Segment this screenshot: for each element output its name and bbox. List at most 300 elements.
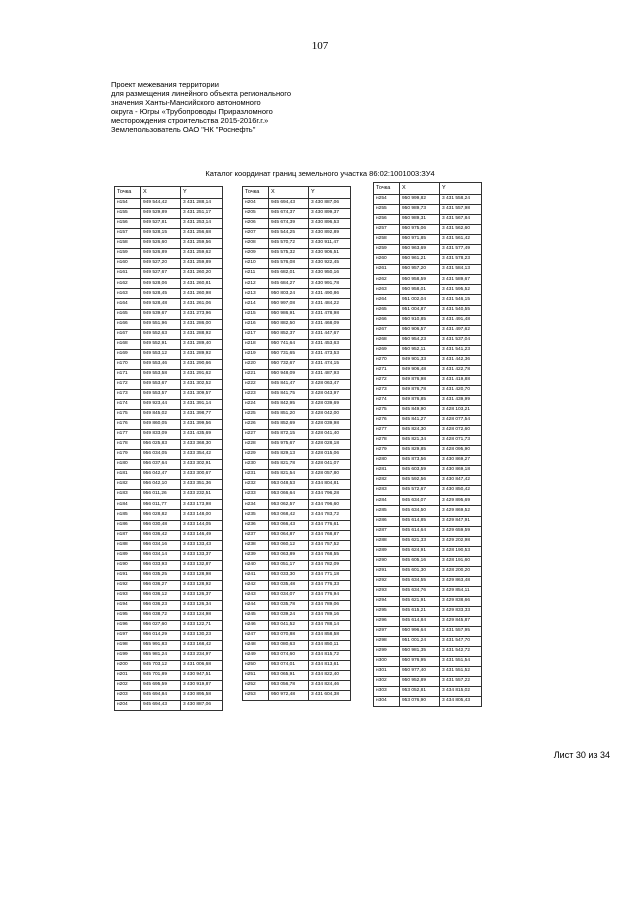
project-info-line: округа - Югры «Трубопроводы Приразломного [111,107,273,116]
x-coordinate-cell: 953 060,12 [269,540,309,550]
y-coordinate-cell: 3 431 542,72 [440,647,482,657]
y-coordinate-cell: 3 433 173,98 [181,500,223,510]
x-coordinate-cell: 945 634,07 [400,496,440,506]
y-coordinate-cell: 3 434 776,94 [309,590,351,600]
table-row [115,550,223,560]
x-coordinate-cell: 945 615,21 [400,606,440,616]
table-row [243,249,351,259]
table-row [374,556,482,566]
point-id-cell: н172 [115,379,141,389]
y-coordinate-cell: 3 431 251,17 [181,209,223,219]
y-coordinate-cell: 3 428 028,18 [309,440,351,450]
point-id-cell: н218 [243,339,269,349]
x-coordinate-cell: 945 614,64 [400,526,440,536]
x-coordinate-cell: 953 080,63 [269,641,309,651]
x-coordinate-cell: 945 873,56 [400,456,440,466]
y-coordinate-cell: 3 430 911,47 [309,239,351,249]
point-id-cell: н268 [374,335,400,345]
point-id-cell: н280 [374,456,400,466]
x-coordinate-cell: 955 981,24 [141,651,181,661]
table-row [115,430,223,440]
x-coordinate-cell: 945 634,76 [400,586,440,596]
table-row [115,399,223,409]
y-coordinate-cell: 3 431 253,14 [181,219,223,229]
point-id-cell: н250 [243,661,269,671]
point-id-cell: н304 [374,697,400,707]
y-coordinate-cell: 3 431 557,98 [440,205,482,215]
x-coordinate-cell: 956 025,83 [141,440,181,450]
y-coordinate-cell: 3 429 863,48 [440,576,482,586]
table-row [115,319,223,329]
table-row [374,516,482,526]
x-coordinate-cell: 945 701,89 [141,671,181,681]
y-coordinate-cell: 3 434 776,61 [309,520,351,530]
point-id-cell: н226 [243,420,269,430]
point-id-cell: н219 [243,349,269,359]
point-id-cell: н262 [374,275,400,285]
point-id-cell: н182 [115,480,141,490]
y-coordinate-cell: 3 433 168,42 [181,641,223,651]
point-id-cell: н175 [115,409,141,419]
point-id-cell: н295 [374,606,400,616]
point-id-cell: н287 [374,526,400,536]
table-row [374,446,482,456]
x-coordinate-cell: 949 553,67 [141,379,181,389]
point-id-cell: н277 [374,426,400,436]
x-coordinate-cell: 945 605,16 [400,556,440,566]
point-id-cell: н190 [115,560,141,570]
y-coordinate-cell: 3 431 484,22 [309,299,351,309]
point-id-cell: н278 [374,436,400,446]
point-id-cell: н207 [243,229,269,239]
table-row [374,667,482,677]
x-coordinate-cell: 953 033,30 [269,570,309,580]
table-row [243,440,351,450]
table-row [243,299,351,309]
table-row [374,335,482,345]
x-coordinate-cell: 945 872,15 [269,430,309,440]
y-coordinate-cell: 3 428 041,40 [309,430,351,440]
point-id-cell: н183 [115,490,141,500]
x-coordinate-cell: 945 572,67 [400,486,440,496]
y-coordinate-cell: 3 433 126,34 [181,600,223,610]
y-coordinate-cell: 3 431 468,09 [309,319,351,329]
y-coordinate-cell: 3 428 063,47 [309,379,351,389]
point-id-cell: н260 [374,255,400,265]
y-coordinate-cell: 3 428 077,54 [440,416,482,426]
project-info-line: значения Ханты-Мансийского автономного [111,98,261,107]
table-row [243,389,351,399]
table-row [374,235,482,245]
point-id-cell: н222 [243,379,269,389]
y-coordinate-cell: 3 431 541,23 [440,345,482,355]
point-id-cell: н258 [374,235,400,245]
table-row [243,309,351,319]
table-row [374,456,482,466]
point-id-cell: н181 [115,470,141,480]
x-coordinate-cell: 956 028,82 [141,510,181,520]
x-coordinate-cell: 956 038,72 [141,610,181,620]
point-id-cell: н279 [374,446,400,456]
x-coordinate-cell: 950 961,21 [400,255,440,265]
y-coordinate-cell: 3 434 789,16 [309,610,351,620]
x-coordinate-cell: 945 614,85 [400,516,440,526]
x-coordinate-cell: 953 056,78 [269,681,309,691]
y-coordinate-cell: 3 431 561,42 [440,235,482,245]
y-coordinate-cell: 3 431 260,20 [181,269,223,279]
y-coordinate-cell: 3 431 290,66 [181,359,223,369]
point-id-cell: н225 [243,409,269,419]
x-coordinate-cell: 945 841,47 [269,379,309,389]
x-coordinate-cell: 945 694,84 [141,691,181,701]
y-coordinate-cell: 3 433 128,92 [181,580,223,590]
point-id-cell: н227 [243,430,269,440]
point-id-cell: н186 [115,520,141,530]
table-row [243,470,351,480]
x-coordinate-cell: 953 074,01 [269,661,309,671]
column-header-y: Y [440,183,482,195]
y-coordinate-cell: 3 433 300,67 [181,470,223,480]
table-row [243,691,351,701]
x-coordinate-cell: 949 553,57 [141,389,181,399]
x-coordinate-cell: 949 551,96 [141,319,181,329]
point-id-cell: н286 [374,516,400,526]
x-coordinate-cell: 945 684,27 [269,279,309,289]
x-coordinate-cell: 945 849,90 [400,405,440,415]
y-coordinate-cell: 3 433 351,36 [181,480,223,490]
x-coordinate-cell: 945 674,39 [269,219,309,229]
point-id-cell: н243 [243,590,269,600]
table-row [243,399,351,409]
table-row [115,359,223,369]
x-coordinate-cell: 956 034,16 [141,540,181,550]
point-id-cell: н180 [115,460,141,470]
y-coordinate-cell: 3 430 991,78 [309,279,351,289]
x-coordinate-cell: 950 977,40 [400,667,440,677]
point-id-cell: н160 [115,259,141,269]
point-id-cell: н275 [374,405,400,415]
point-id-cell: н281 [374,466,400,476]
y-coordinate-cell: 3 431 537,04 [440,335,482,345]
point-id-cell: н176 [115,420,141,430]
table-row [115,259,223,269]
table-row [115,309,223,319]
y-coordinate-cell: 3 431 567,84 [440,215,482,225]
x-coordinate-cell: 945 695,59 [141,681,181,691]
project-info-line: для размещения линейного объекта регионального [111,89,291,98]
point-id-cell: н173 [115,389,141,399]
point-id-cell: н188 [115,540,141,550]
table-row [115,590,223,600]
x-coordinate-cell: 951 001,24 [400,637,440,647]
point-id-cell: н291 [374,566,400,576]
x-coordinate-cell: 945 842,95 [269,399,309,409]
y-coordinate-cell: 3 434 782,09 [309,560,351,570]
x-coordinate-cell: 956 014,29 [141,631,181,641]
x-coordinate-cell: 949 923,44 [141,399,181,409]
point-id-cell: н240 [243,560,269,570]
y-coordinate-cell: 3 431 562,60 [440,225,482,235]
y-coordinate-cell: 3 433 354,42 [181,450,223,460]
y-coordinate-cell: 3 428 039,69 [309,399,351,409]
table-row [374,687,482,697]
x-coordinate-cell: 956 011,26 [141,490,181,500]
table-row [374,506,482,516]
table-row [115,289,223,299]
column-header-point: Точка [374,183,400,195]
table-row [115,279,223,289]
table-row [115,570,223,580]
table-row [374,436,482,446]
y-coordinate-cell: 3 431 260,81 [181,279,223,289]
table-row [374,486,482,496]
table-row [374,596,482,606]
table-row [374,526,482,536]
y-coordinate-cell: 3 429 845,87 [440,616,482,626]
table-row [243,620,351,630]
table-row [374,305,482,315]
point-id-cell: н244 [243,600,269,610]
table-row [115,269,223,279]
table-row [243,671,351,681]
x-coordinate-cell: 945 841,27 [400,416,440,426]
y-coordinate-cell: 3 434 757,52 [309,540,351,550]
table-row [115,420,223,430]
point-id-cell: н215 [243,309,269,319]
table-row [243,269,351,279]
table-row [243,490,351,500]
y-coordinate-cell: 3 433 234,97 [181,651,223,661]
x-coordinate-cell: 953 070,88 [269,631,309,641]
y-coordinate-cell: 3 433 148,00 [181,510,223,520]
point-id-cell: н266 [374,315,400,325]
table-row [374,265,482,275]
point-id-cell: н189 [115,550,141,560]
y-coordinate-cell: 3 434 805,43 [440,697,482,707]
y-coordinate-cell: 3 433 368,30 [181,440,223,450]
x-coordinate-cell: 950 954,23 [400,335,440,345]
y-coordinate-cell: 3 431 289,92 [181,349,223,359]
table-row [374,536,482,546]
table-row [115,450,223,460]
table-row [115,389,223,399]
x-coordinate-cell: 956 042,47 [141,470,181,480]
table-row [115,520,223,530]
y-coordinate-cell: 3 430 899,37 [309,209,351,219]
x-coordinate-cell: 950 732,67 [269,359,309,369]
column-header-x: X [141,187,181,199]
point-id-cell: н290 [374,556,400,566]
table-row [243,610,351,620]
y-coordinate-cell: 3 431 547,70 [440,637,482,647]
table-row [115,631,223,641]
table-row [243,359,351,369]
x-coordinate-cell: 953 064,87 [269,530,309,540]
table-row [243,540,351,550]
table-row [115,661,223,671]
x-coordinate-cell: 949 544,42 [141,199,181,209]
table-row [374,225,482,235]
point-id-cell: н293 [374,586,400,596]
x-coordinate-cell: 953 048,53 [269,480,309,490]
y-coordinate-cell: 3 433 132,87 [181,560,223,570]
point-id-cell: н276 [374,416,400,426]
x-coordinate-cell: 956 037,64 [141,460,181,470]
point-id-cell: н156 [115,219,141,229]
point-id-cell: н235 [243,510,269,520]
point-id-cell: н300 [374,657,400,667]
point-id-cell: н209 [243,249,269,259]
point-id-cell: н178 [115,440,141,450]
point-id-cell: н230 [243,460,269,470]
sheet-label: Лист 30 из 34 [553,750,610,760]
point-id-cell: н272 [374,375,400,385]
x-coordinate-cell: 950 997,08 [269,299,309,309]
x-coordinate-cell: 949 553,58 [141,369,181,379]
point-id-cell: н205 [243,209,269,219]
x-coordinate-cell: 950 952,89 [400,677,440,687]
point-id-cell: н201 [115,671,141,681]
x-coordinate-cell: 956 035,25 [141,570,181,580]
y-coordinate-cell: 3 431 260,98 [181,289,223,299]
point-id-cell: н157 [115,229,141,239]
point-id-cell: н199 [115,651,141,661]
y-coordinate-cell: 3 434 858,58 [309,631,351,641]
table-row [115,369,223,379]
x-coordinate-cell: 950 986,91 [269,309,309,319]
y-coordinate-cell: 3 430 887,06 [309,199,351,209]
x-coordinate-cell: 950 999,82 [400,195,440,205]
x-coordinate-cell: 950 906,57 [400,325,440,335]
point-id-cell: н298 [374,637,400,647]
point-id-cell: н297 [374,627,400,637]
column-header-point: Точка [243,187,269,199]
project-info-line: Землепользователь ОАО "НК "Роснефть" [111,125,256,134]
x-coordinate-cell: 951 002,04 [400,295,440,305]
table-row [115,329,223,339]
y-coordinate-cell: 3 431 291,62 [181,369,223,379]
y-coordinate-cell: 3 433 302,91 [181,460,223,470]
x-coordinate-cell: 945 575,32 [269,249,309,259]
table-row [243,329,351,339]
y-coordinate-cell: 3 433 128,98 [181,570,223,580]
point-id-cell: н273 [374,385,400,395]
table-row [374,285,482,295]
table-row [243,229,351,239]
point-id-cell: н221 [243,369,269,379]
x-coordinate-cell: 956 030,48 [141,520,181,530]
table-row [243,450,351,460]
point-id-cell: н249 [243,651,269,661]
table-row [115,339,223,349]
point-id-cell: н242 [243,580,269,590]
table-row [243,460,351,470]
x-coordinate-cell: 950 975,06 [400,225,440,235]
x-coordinate-cell: 956 034,14 [141,550,181,560]
x-coordinate-cell: 956 036,42 [141,530,181,540]
table-row [115,219,223,229]
x-coordinate-cell: 949 527,81 [141,219,181,229]
table-row [374,606,482,616]
point-id-cell: н179 [115,450,141,460]
table-row [243,430,351,440]
point-id-cell: н254 [374,195,400,205]
point-id-cell: н267 [374,325,400,335]
point-id-cell: н170 [115,359,141,369]
x-coordinate-cell: 945 674,37 [269,209,309,219]
table-row [374,215,482,225]
column-header-x: X [269,187,309,199]
point-id-cell: н229 [243,450,269,460]
table-row [115,249,223,259]
point-id-cell: н206 [243,219,269,229]
table-row [243,681,351,691]
y-coordinate-cell: 3 431 595,52 [440,285,482,295]
y-coordinate-cell: 3 431 473,53 [309,349,351,359]
project-info-line: месторождения строительства 2015-2016г.г.» [111,116,269,125]
y-coordinate-cell: 3 433 232,51 [181,490,223,500]
y-coordinate-cell: 3 430 919,87 [181,681,223,691]
table-header-row [115,187,223,199]
table-row [115,239,223,249]
x-coordinate-cell: 950 958,59 [400,275,440,285]
point-id-cell: н301 [374,667,400,677]
table-row [243,259,351,269]
point-id-cell: н168 [115,339,141,349]
table-row [374,405,482,415]
y-coordinate-cell: 3 434 815,72 [309,651,351,661]
y-coordinate-cell: 3 431 399,56 [181,420,223,430]
point-id-cell: н174 [115,399,141,409]
y-coordinate-cell: 3 433 126,37 [181,590,223,600]
table-row [115,199,223,209]
point-id-cell: н213 [243,289,269,299]
y-coordinate-cell: 3 431 259,56 [181,239,223,249]
point-id-cell: н202 [115,681,141,691]
y-coordinate-cell: 3 428 015,06 [309,450,351,460]
y-coordinate-cell: 3 431 302,52 [181,379,223,389]
point-id-cell: н265 [374,305,400,315]
y-coordinate-cell: 3 430 906,51 [309,249,351,259]
table-row [374,627,482,637]
point-id-cell: н200 [115,661,141,671]
table-row [115,470,223,480]
y-coordinate-cell: 3 431 261,06 [181,299,223,309]
x-coordinate-cell: 945 570,72 [269,239,309,249]
point-id-cell: н237 [243,530,269,540]
table-row [374,476,482,486]
x-coordinate-cell: 949 833,09 [141,430,181,440]
y-coordinate-cell: 3 431 288,14 [181,199,223,209]
column-header-y: Y [181,187,223,199]
point-id-cell: н167 [115,329,141,339]
y-coordinate-cell: 3 431 557,95 [440,627,482,637]
point-id-cell: н233 [243,490,269,500]
y-coordinate-cell: 3 433 133,37 [181,550,223,560]
x-coordinate-cell: 953 063,89 [269,550,309,560]
y-coordinate-cell: 3 428 057,80 [309,470,351,480]
x-coordinate-cell: 950 910,85 [400,315,440,325]
x-coordinate-cell: 953 065,91 [269,671,309,681]
point-id-cell: н155 [115,209,141,219]
y-coordinate-cell: 3 428 103,21 [440,405,482,415]
y-coordinate-cell: 3 430 850,42 [440,486,482,496]
point-id-cell: н302 [374,677,400,687]
table-row [115,671,223,681]
table-row [243,510,351,520]
table-row [243,199,351,209]
y-coordinate-cell: 3 431 577,49 [440,245,482,255]
